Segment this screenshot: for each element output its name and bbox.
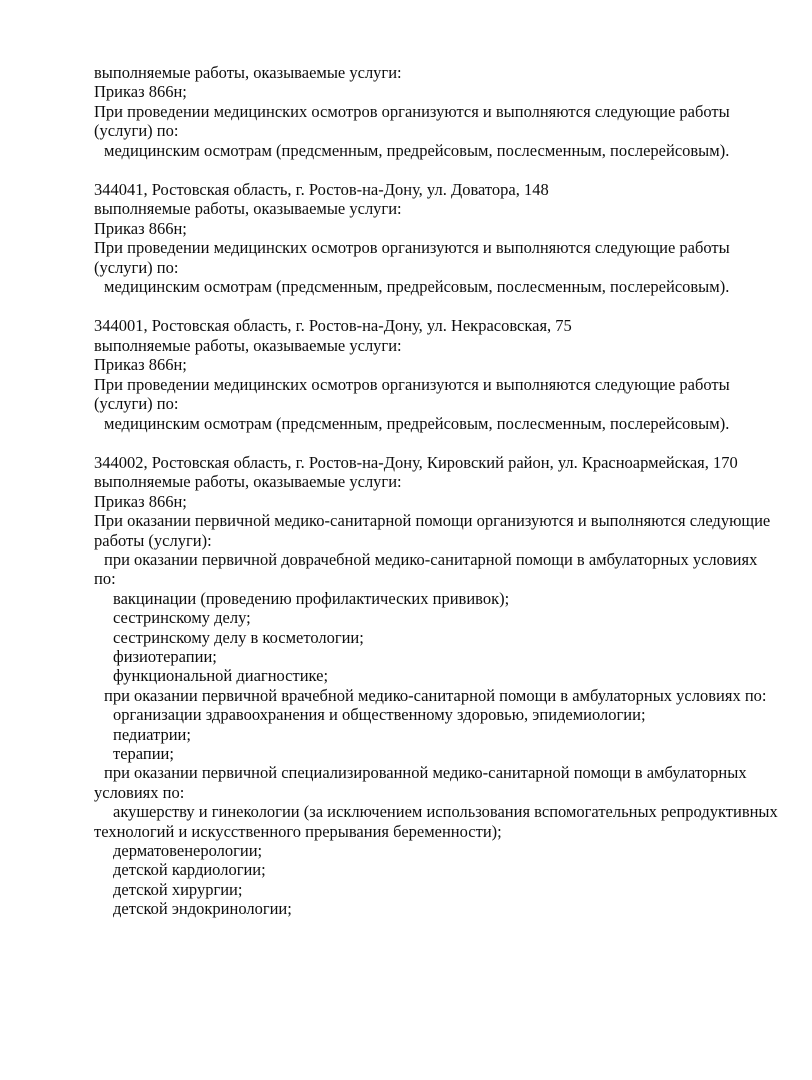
text-line: дерматовенерологии; — [113, 841, 263, 861]
text-line: сестринскому делу в косметологии; — [113, 627, 364, 647]
text-block — [94, 63, 754, 160]
text-line: При проведении медицинских осмотров организуются и выполняются следующие работы — [94, 238, 730, 258]
text-line: медицинским осмотрам (предсменным, предрейсовым, послесменным, послерейсовым). — [104, 413, 730, 433]
text-line: при оказании первичной специализированной медико-санитарной помощи в амбулаторных — [104, 763, 747, 783]
text-line: работы (услуги): — [94, 530, 212, 550]
text-line: функциональной диагностике; — [113, 666, 329, 686]
text-line: 344041, Ростовская область, г. Ростов-на-Дону, ул. Доватора, 148 — [94, 180, 549, 200]
document-content — [94, 63, 778, 919]
text-line: 344002, Ростовская область, г. Ростов-на-Дону, Кировский район, ул. Красноармейская, 170 — [94, 452, 738, 472]
text-line: (услуги) по: — [94, 394, 179, 414]
text-block — [94, 180, 754, 296]
text-line: При проведении медицинских осмотров организуются и выполняются следующие работы — [94, 101, 730, 121]
text-line: выполняемые работы, оказываемые услуги: — [94, 335, 402, 355]
text-line: Приказ 866н; — [94, 82, 187, 102]
text-line: Приказ 866н; — [94, 355, 187, 375]
text-line: акушерству и гинекологии (за исключением использования вспомогательных репродуктивных — [113, 802, 778, 822]
text-line: При оказании первичной медико-санитарной помощи организуются и выполняются следующие — [94, 511, 771, 531]
text-line: технологий и искусственного прерывания беременности); — [94, 821, 502, 841]
text-line: выполняемые работы, оказываемые услуги: — [94, 472, 402, 492]
text-line: (услуги) по: — [94, 121, 179, 141]
text-block — [94, 452, 778, 919]
text-block — [94, 316, 754, 432]
text-line: организации здравоохранения и общественному здоровью, эпидемиологии; — [113, 705, 646, 725]
text-line: Приказ 866н; — [94, 218, 187, 238]
text-line: детской хирургии; — [113, 879, 243, 899]
text-line: Приказ 866н; — [94, 491, 187, 511]
text-line: при оказании первичной врачебной медико-санитарной помощи в амбулаторных условиях по: — [104, 685, 767, 705]
text-line: медицинским осмотрам (предсменным, предрейсовым, послесменным, послерейсовым). — [104, 140, 730, 160]
text-line: При проведении медицинских осмотров организуются и выполняются следующие работы — [94, 374, 730, 394]
text-line: вакцинации (проведению профилактических прививок); — [113, 588, 510, 608]
text-line: педиатрии; — [113, 724, 191, 744]
text-line: выполняемые работы, оказываемые услуги: — [94, 199, 402, 219]
text-line: (услуги) по: — [94, 257, 179, 277]
text-line: терапии; — [113, 744, 174, 763]
text-line: выполняемые работы, оказываемые услуги: — [94, 63, 402, 82]
text-line: условиях по: — [94, 782, 185, 802]
text-line: 344001, Ростовская область, г. Ростов-на-Дону, ул. Некрасовская, 75 — [94, 316, 572, 336]
text-line: детской эндокринологии; — [113, 899, 292, 919]
text-line: по: — [94, 569, 116, 589]
text-line: детской кардиологии; — [113, 860, 266, 880]
text-line: сестринскому делу; — [113, 608, 251, 628]
text-line: медицинским осмотрам (предсменным, предрейсовым, послесменным, послерейсовым). — [104, 277, 730, 297]
text-line: физиотерапии; — [113, 646, 217, 666]
text-line: при оказании первичной доврачебной медико-санитарной помощи в амбулаторных условиях — [104, 549, 758, 569]
